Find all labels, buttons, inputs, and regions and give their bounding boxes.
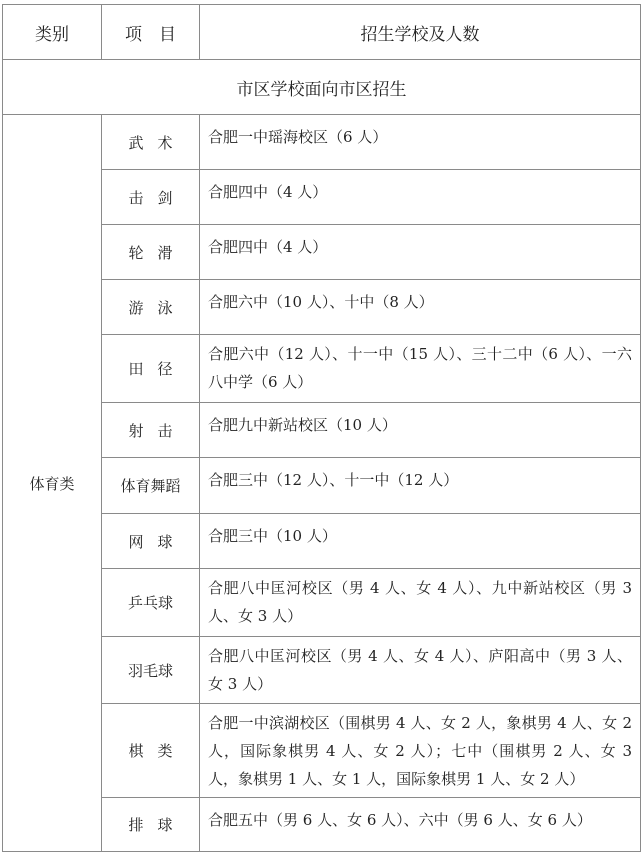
header-row: [3, 5, 641, 60]
header-category: 类别: [3, 5, 102, 60]
schools-text: 合肥三中（10 人）: [208, 527, 337, 545]
schools-cell: [200, 115, 641, 170]
schools-text: 合肥九中新站校区（10 人）: [208, 416, 397, 434]
schools-text: 合肥三中（12 人）、十一中（12 人）: [208, 471, 459, 489]
header-item: 项 目: [102, 5, 200, 60]
item-cell: 射击: [102, 403, 200, 458]
item-cell: 体育舞蹈: [102, 458, 200, 514]
schools-text: 合肥一中滨湖校区（围棋男 4 人、女 2 人，象棋男 4 人、女 2 人，国际象棋男 4 人、女 2 人）；七中（围棋男 2 人、女 3 人，象棋男 1 人、女 1 人，国际象棋男 1 人、女 2 人）: [208, 714, 632, 788]
header-schools: 招生学校及人数: [200, 5, 641, 60]
schools-cell: [200, 798, 641, 852]
item-cell: 击剑: [102, 170, 200, 225]
item-cell: 武术: [102, 115, 200, 170]
schools-cell: [200, 403, 641, 458]
item-cell: 乒乓球: [102, 569, 200, 637]
item-cell: 田径: [102, 335, 200, 403]
schools-text: 合肥五中（男 6 人、女 6 人）、六中（男 6 人、女 6 人）: [208, 811, 592, 829]
schools-text: 合肥八中匡河校区（男 4 人、女 4 人）、庐阳高中（男 3 人、女 3 人）: [208, 647, 632, 693]
schools-cell: [200, 704, 641, 798]
item-cell: 游泳: [102, 280, 200, 335]
schools-text: 合肥一中瑶海校区（6 人）: [208, 128, 388, 146]
schools-cell: [200, 637, 641, 704]
section-row: [3, 60, 641, 115]
schools-cell: [200, 280, 641, 335]
schools-text: 合肥六中（10 人）、十中（8 人）: [208, 293, 434, 311]
schools-cell: [200, 170, 641, 225]
table-row: [3, 115, 641, 170]
schools-cell: [200, 514, 641, 569]
schools-text: 合肥八中匡河校区（男 4 人、女 4 人）、九中新站校区（男 3 人、女 3 人）: [208, 579, 632, 625]
enrollment-table: [2, 4, 641, 852]
schools-cell: [200, 569, 641, 637]
category-cell: 体育类: [3, 115, 102, 852]
item-cell: 轮滑: [102, 225, 200, 280]
item-cell: 网球: [102, 514, 200, 569]
section-title: 市区学校面向市区招生: [3, 60, 641, 115]
schools-cell: [200, 225, 641, 280]
schools-cell: [200, 458, 641, 514]
schools-cell: [200, 335, 641, 403]
schools-text: 合肥四中（4 人）: [208, 183, 328, 201]
item-cell: 羽毛球: [102, 637, 200, 704]
item-cell: 排球: [102, 798, 200, 852]
schools-text: 合肥四中（4 人）: [208, 238, 328, 256]
schools-text: 合肥六中（12 人）、十一中（15 人）、三十二中（6 人）、一六八中学（6 人）: [208, 345, 632, 391]
item-cell: 棋类: [102, 704, 200, 798]
